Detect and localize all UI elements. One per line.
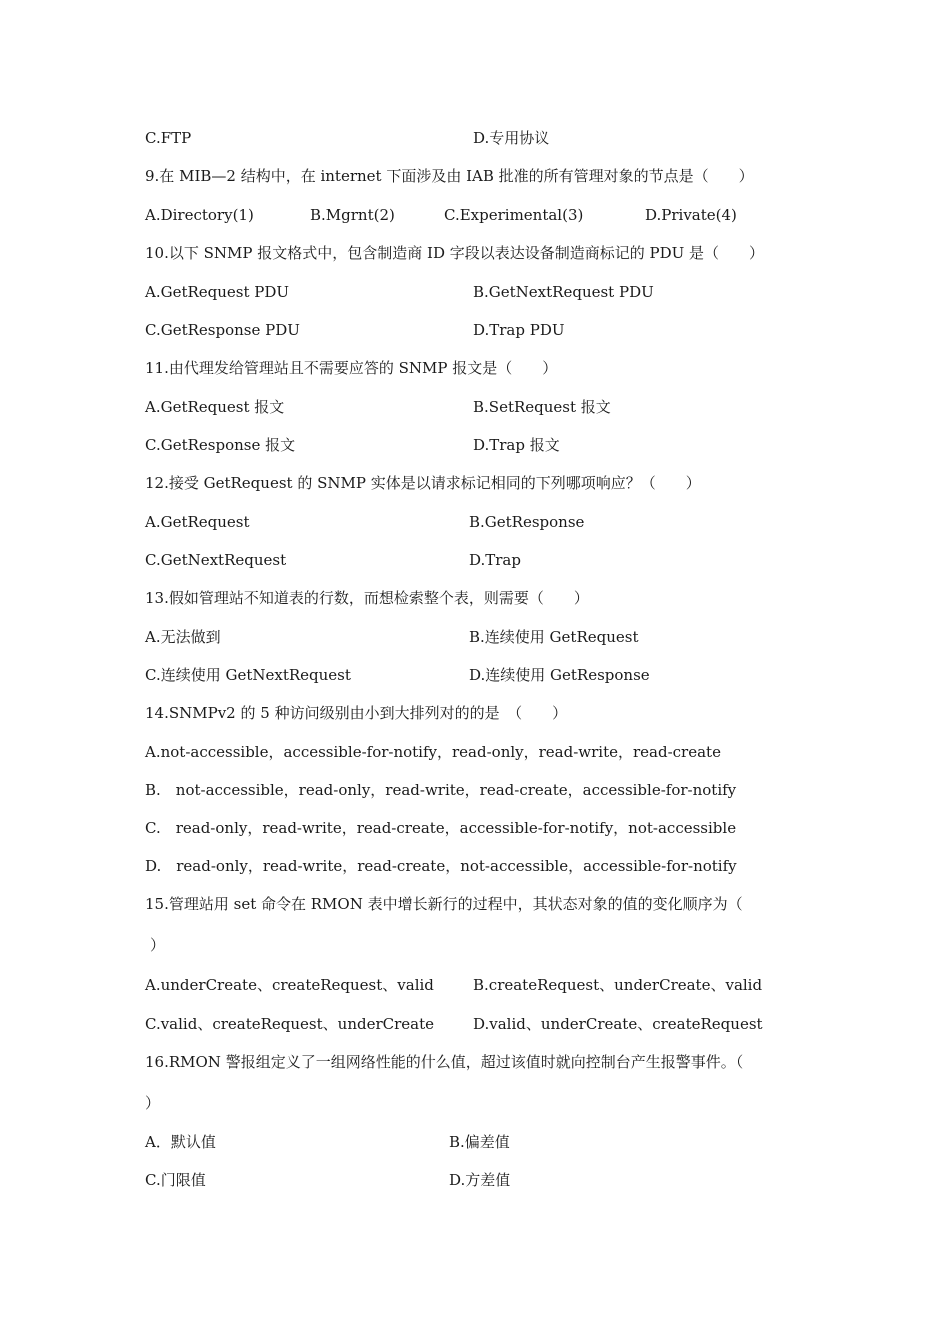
option-c: C.Experimental(3) [444, 206, 584, 224]
option-d: D. read-only，read-write，read-create，not-accessible，accessible-for-notify [145, 857, 737, 875]
option-a: A．默认值 [145, 1133, 216, 1151]
option-a: A.无法做到 [145, 628, 221, 646]
option-a: A.GetRequest [145, 513, 250, 531]
option-d: D.Private(4) [645, 206, 737, 224]
option-a: A.GetRequest 报文 [145, 398, 285, 416]
option-c: C.GetNextRequest [145, 551, 287, 569]
option-c: C.valid、createRequest、underCreate [145, 1015, 434, 1033]
question-stem: 14.SNMPv2 的 5 种访问级别由小到大排列对的的是 （ ） [145, 704, 568, 722]
option-b: B.SetRequest 报文 [473, 398, 611, 416]
option-c: C.GetResponse PDU [145, 321, 300, 339]
option-a: A.underCreate、createRequest、valid [145, 976, 434, 994]
question-stem: 11.由代理发给管理站且不需要应答的 SNMP 报文是（ ） [145, 359, 558, 377]
option-a: A.not-accessible，accessible-for-notify，read-only，read-write，read-create [145, 743, 721, 761]
option-d: D.valid、underCreate、createRequest [473, 1015, 763, 1033]
option-c: C.门限值 [145, 1171, 206, 1189]
option-a: A.Directory(1) [145, 206, 254, 224]
option-d: D.专用协议 [473, 129, 550, 147]
question-stem: 13.假如管理站不知道表的行数，而想检索整个表，则需要（ ） [145, 589, 589, 607]
option-b: B.偏差值 [449, 1133, 510, 1151]
question-stem: 9.在 MIB—2 结构中，在 internet 下面涉及由 IAB 批准的所有管理对象的节点是（ ） [145, 167, 754, 185]
option-b: B.连续使用 GetRequest [469, 628, 639, 646]
question-stem-continuation: ） [145, 1094, 161, 1112]
option-c: C.GetResponse 报文 [145, 436, 296, 454]
option-b: B.GetResponse [469, 513, 585, 531]
option-a: A.GetRequest PDU [145, 283, 290, 301]
option-d: D.连续使用 GetResponse [469, 666, 650, 684]
option-c: C.FTP [145, 129, 192, 147]
option-b: B.Mgrnt(2) [310, 206, 395, 224]
question-stem-continuation: ） [150, 936, 166, 954]
option-d: D.Trap PDU [473, 321, 565, 339]
option-b: B.GetNextRequest PDU [473, 283, 654, 301]
question-stem: 10.以下 SNMP 报文格式中，包含制造商 ID 字段以表达设备制造商标记的 PDU 是（ ） [145, 244, 765, 262]
question-stem: 15.管理站用 set 命令在 RMON 表中增长新行的过程中，其状态对象的值的变化顺序为（ [145, 895, 743, 913]
option-c: C. read-only，read-write，read-create，accessible-for-notify，not-accessible [145, 819, 737, 837]
question-stem: 16.RMON 警报组定义了一组网络性能的什么值，超过该值时就向控制台产生报警事件。（ [145, 1053, 744, 1071]
option-b: B. not-accessible，read-only，read-write，read-create，accessible-for-notify [145, 781, 737, 799]
option-d: D.Trap 报文 [473, 436, 560, 454]
option-b: B.createRequest、underCreate、valid [473, 976, 763, 994]
option-d: D.Trap [469, 551, 521, 569]
option-c: C.连续使用 GetNextRequest [145, 666, 351, 684]
option-d: D.方差值 [449, 1171, 511, 1189]
question-stem: 12.接受 GetRequest 的 SNMP 实体是以请求标记相同的下列哪项响应？（ ） [145, 474, 701, 492]
